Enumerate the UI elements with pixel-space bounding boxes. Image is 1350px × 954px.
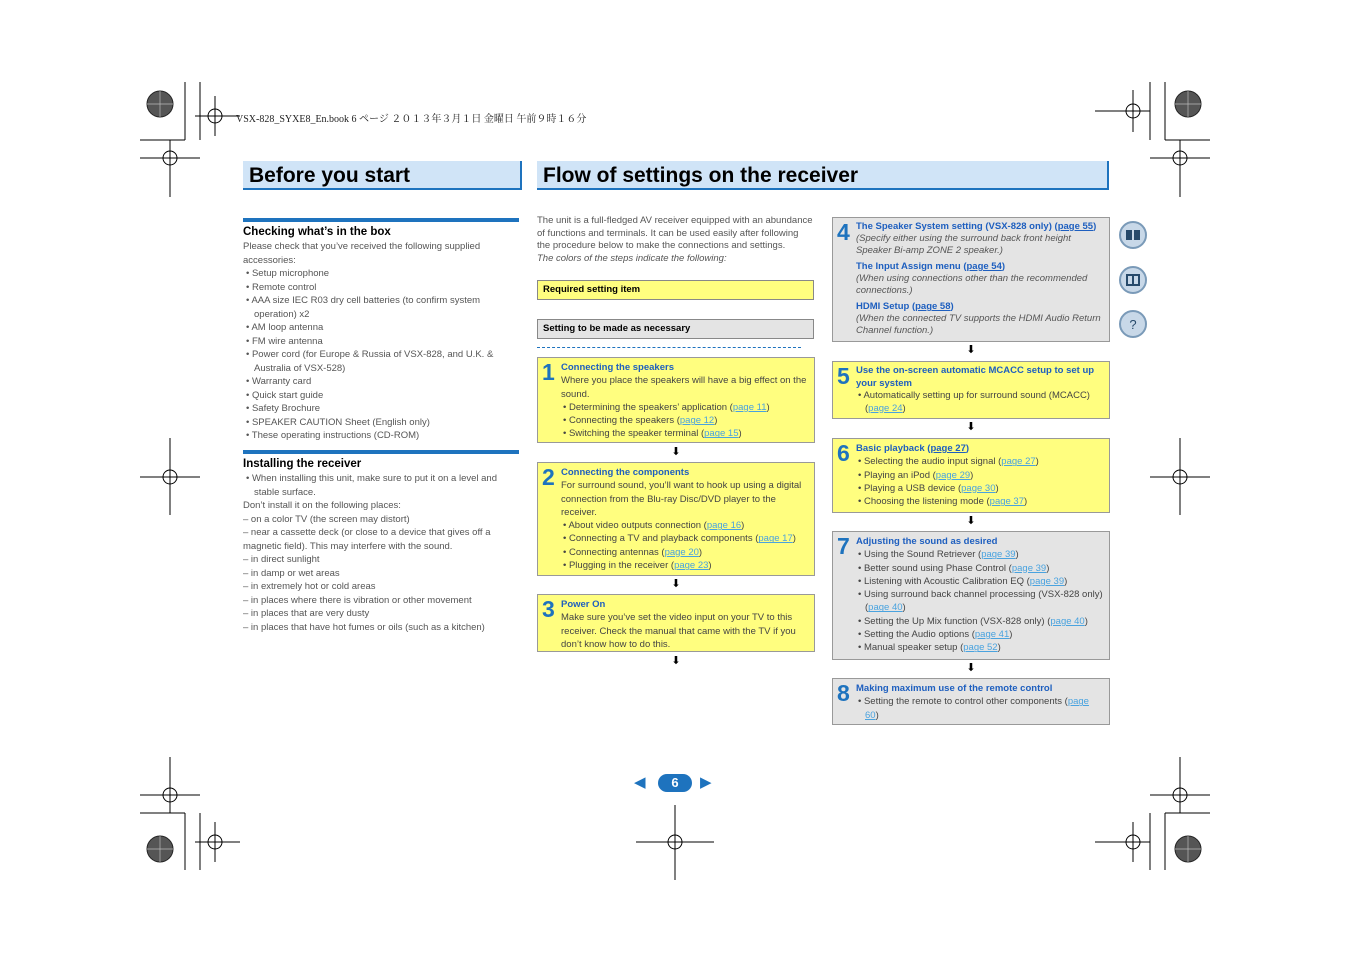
page-link[interactable]: page 39 xyxy=(1029,575,1065,587)
receiver-icon[interactable] xyxy=(1119,266,1147,294)
list-item: • Power cord (for Europe & Russia of VSX-828, and U.K. & Australia of VSX-528) xyxy=(243,348,519,375)
list-item: • Connecting the speakers (page 12) xyxy=(561,414,809,427)
step-6-box xyxy=(832,438,1110,513)
list-item: • Setting the Up Mix function (VSX-828 only) (page 40) xyxy=(856,615,1104,628)
page-navigation xyxy=(634,774,716,794)
print-header: VSX-828_SYXE8_En.book 6 ページ ２０１３年３月１日 金曜日 午前９時１６分 xyxy=(236,114,587,125)
step-number: 4 xyxy=(837,219,850,245)
list-item: • Using the Sound Retriever (page 39) xyxy=(856,548,1104,561)
list-item: • About video outputs connection (page 16) xyxy=(561,519,809,532)
install-bullet: • When installing this unit, make sure to put it on a level and stable surface. xyxy=(243,472,519,499)
list-item: • Using surround back channel processing (VSX-828 only) (page 40) xyxy=(856,588,1104,615)
step-note: (When using connections other than the recommended connections.) xyxy=(856,273,1088,296)
page-link[interactable]: page 15 xyxy=(704,428,739,440)
list-item: – in extremely hot or cold areas xyxy=(243,581,376,592)
step-desc: Make sure you’ve set the video input on your TV to this receiver. Check the manual that came with the TV if you don’t know how to do this. xyxy=(561,612,796,650)
list-item: • Setup microphone xyxy=(243,267,519,281)
page-link[interactable]: page 27 xyxy=(1001,456,1036,468)
list-item: • AM loop antenna xyxy=(243,321,519,335)
step-title: The Input Assign menu (page 54) xyxy=(856,261,1006,272)
page-link[interactable]: page 16 xyxy=(706,520,742,532)
box-contents-intro: Please check that you’ve received the following supplied accessories: xyxy=(243,241,481,266)
flow-arrow: ⬇ xyxy=(966,421,976,433)
list-item: • Choosing the listening mode (page 37) xyxy=(856,495,1104,508)
step-note: (When the connected TV supports the HDMI Audio Return Channel function.) xyxy=(856,313,1101,336)
page-link[interactable]: page 39 xyxy=(1011,562,1047,574)
page-link[interactable]: page 27 xyxy=(930,443,966,454)
step-number: 7 xyxy=(837,533,850,559)
book-icon[interactable] xyxy=(1119,221,1147,249)
list-item: – near a cassette deck (or close to a device that gives off a magnetic field). This may interfere with the sound. xyxy=(243,527,491,552)
divider xyxy=(537,347,801,348)
step-note: (Specify either using the surround back front height Speaker Bi-amp ZONE 2 speaker.) xyxy=(856,233,1071,256)
list-item: • Determining the speakers’ application (page 11) xyxy=(561,401,809,414)
flow-arrow: ⬇ xyxy=(671,446,681,458)
step-title: Basic playback (page 27) xyxy=(856,443,970,454)
step-number: 1 xyxy=(542,359,555,385)
step-number: 6 xyxy=(837,440,850,466)
step-title: Power On xyxy=(561,599,606,610)
step-desc: For surround sound, you’ll want to hook up using a digital connection from the Blu-ray Disc/DVD player to the receiver. xyxy=(561,480,802,518)
list-item: • Connecting antennas (page 20) xyxy=(561,546,809,559)
flow-intro xyxy=(537,215,813,265)
list-item: • These operating instructions (CD-ROM) xyxy=(243,429,519,443)
page-link[interactable]: page 40 xyxy=(1050,615,1085,627)
step-title: Adjusting the sound as desired xyxy=(856,536,998,547)
previous-page-button[interactable]: ◀ xyxy=(634,774,646,791)
page-link[interactable]: page 37 xyxy=(989,496,1024,508)
legend-optional: Setting to be made as necessary xyxy=(537,319,814,339)
page-link[interactable]: page 60 xyxy=(865,696,1089,721)
list-item: • Plugging in the receiver (page 23) xyxy=(561,559,809,572)
section-title-before-you-start: Before you start xyxy=(243,161,522,190)
help-icon[interactable]: ? xyxy=(1119,310,1147,338)
page-number: 6 xyxy=(658,774,692,792)
step-number: 2 xyxy=(542,464,555,490)
step-2-box xyxy=(537,462,815,576)
list-item: • Connecting a TV and playback components (page 17) xyxy=(561,532,809,545)
step-number: 8 xyxy=(837,680,850,706)
list-item: – in damp or wet areas xyxy=(243,567,340,579)
page-link[interactable]: page 40 xyxy=(868,602,903,614)
step-number: 5 xyxy=(837,363,850,389)
list-item: – in places where there is vibration or other movement xyxy=(243,594,472,606)
step-4-box xyxy=(832,217,1110,342)
page-link[interactable]: page 24 xyxy=(868,402,903,414)
page-link[interactable]: page 58 xyxy=(915,301,951,312)
page-link[interactable]: page 55 xyxy=(1057,221,1094,232)
step-8-box xyxy=(832,678,1110,725)
accessories-list xyxy=(243,267,519,443)
box-contents-heading: Checking what’s in the box xyxy=(243,218,519,238)
list-item: • Playing an iPod (page 29) xyxy=(856,469,1104,482)
installing-section xyxy=(243,472,519,634)
step-title: The Speaker System setting (VSX-828 only) (page 55) xyxy=(856,221,1097,232)
step-title: Connecting the components xyxy=(561,467,690,478)
flow-arrow: ⬇ xyxy=(966,662,976,674)
list-item: • Safety Brochure xyxy=(243,402,519,416)
step-number: 3 xyxy=(542,596,555,622)
step-title: HDMI Setup (page 58) xyxy=(856,301,954,312)
step-desc: Where you place the speakers will have a big effect on the sound. xyxy=(561,375,807,400)
page-link[interactable]: page 30 xyxy=(961,482,996,494)
list-item: • Quick start guide xyxy=(243,389,519,403)
colors-note: The colors of the steps indicate the following: xyxy=(537,252,727,264)
flow-arrow: ⬇ xyxy=(671,655,681,667)
section-title-flow-of-settings: Flow of settings on the receiver xyxy=(537,161,1109,190)
page-link[interactable]: page 52 xyxy=(963,642,998,654)
installing-heading: Installing the receiver xyxy=(243,450,519,470)
list-item: • Setting the Audio options (page 41) xyxy=(856,628,1104,641)
step-title: Making maximum use of the remote control xyxy=(856,683,1053,694)
page-link[interactable]: page 17 xyxy=(758,533,793,545)
flow-arrow: ⬇ xyxy=(671,578,681,590)
list-item: • Remote control xyxy=(243,281,519,295)
step-1-box xyxy=(537,357,815,443)
list-item: • Better sound using Phase Control (page 39) xyxy=(856,562,1104,575)
list-item: • Switching the speaker terminal (page 15) xyxy=(561,427,809,440)
list-item: • FM wire antenna xyxy=(243,335,519,349)
step-title: Use the on-screen automatic MCACC setup to set up your system xyxy=(856,365,1095,389)
list-item: • SPEAKER CAUTION Sheet (English only) xyxy=(243,416,519,430)
list-item: • Setting the remote to control other components (page 60) xyxy=(856,695,1104,722)
list-item: • Warranty card xyxy=(243,375,519,389)
page-link[interactable]: page 23 xyxy=(674,560,709,572)
intro-text: The unit is a full-fledged AV receiver equipped with an abundance of functions and terminals. It can be used easily after following the procedure below to make the connections and settings. xyxy=(537,215,813,251)
legend-required: Required setting item xyxy=(537,280,814,300)
page-link[interactable]: page 54 xyxy=(966,261,1002,272)
page-link[interactable]: page 29 xyxy=(935,469,971,481)
step-title: Connecting the speakers xyxy=(561,362,674,373)
list-item: – on a color TV (the screen may distort) xyxy=(243,513,410,525)
next-page-button[interactable]: ▶ xyxy=(700,774,712,791)
list-item: • Selecting the audio input signal (page 27) xyxy=(856,455,1104,468)
box-contents-section xyxy=(243,240,519,443)
list-item: • Automatically setting up for surround sound (MCACC) (page 24) xyxy=(856,390,1104,415)
list-item: – in places that are very dusty xyxy=(243,608,370,619)
page-link[interactable]: page 41 xyxy=(974,629,1010,641)
step-3-box xyxy=(537,594,815,652)
flow-arrow: ⬇ xyxy=(966,515,976,527)
list-item: • AAA size IEC R03 dry cell batteries (to confirm system operation) x2 xyxy=(243,294,519,321)
list-item: • Playing a USB device (page 30) xyxy=(856,482,1104,495)
page-link[interactable]: page 20 xyxy=(664,546,699,558)
list-item: – in places that have hot fumes or oils (such as a kitchen) xyxy=(243,621,485,633)
list-item: • Manual speaker setup (page 52) xyxy=(856,641,1104,654)
step-7-box xyxy=(832,531,1110,660)
list-item: – in direct sunlight xyxy=(243,554,320,565)
list-item: • Listening with Acoustic Calibration EQ (page 39) xyxy=(856,575,1104,588)
page-link[interactable]: page 11 xyxy=(732,401,767,413)
install-intro: Don’t install it on the following places: xyxy=(243,500,401,511)
page-link[interactable]: page 39 xyxy=(981,549,1016,561)
flow-arrow: ⬇ xyxy=(966,344,976,356)
step-5-box xyxy=(832,361,1110,419)
page-link[interactable]: page 12 xyxy=(679,415,715,427)
